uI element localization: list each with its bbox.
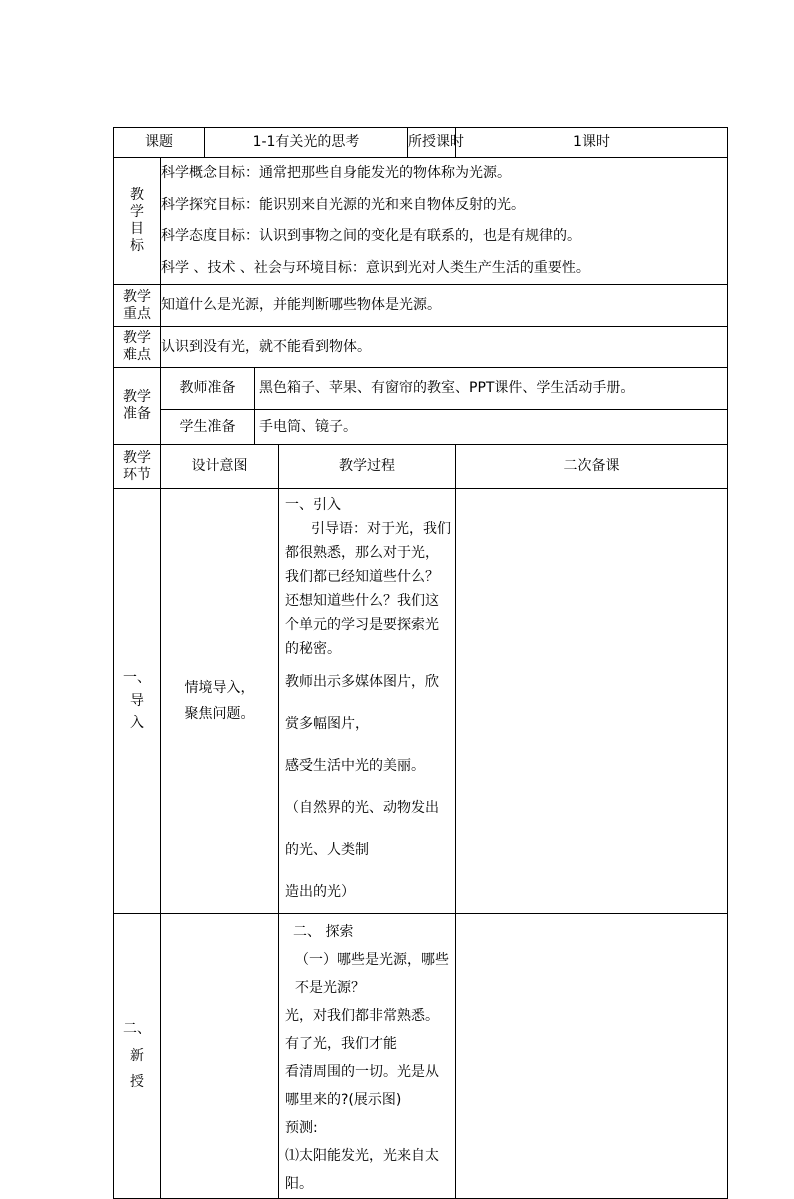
guide-text: 引导语：对于光，我们都很熟悉，那么对于光，我们都已经知道些什么？还想知道些什么？我们这个单元的学习是要探索光的秘密。 bbox=[285, 521, 451, 657]
process-line: 造出的光） bbox=[285, 884, 355, 900]
objective-line: 科学探究目标：能识别来自光源的光和来自物体反射的光。 bbox=[161, 196, 525, 213]
design-intent-intro: 情境导入， 聚焦问题。 bbox=[161, 489, 279, 914]
objectives-content bbox=[161, 158, 728, 285]
process-line: 预测: bbox=[285, 1120, 318, 1136]
stage-label-intro: 一、 导 入 bbox=[114, 489, 161, 914]
second-prep-intro bbox=[456, 489, 728, 914]
process-line: 教师出示多媒体图片，欣赏多幅图片， bbox=[285, 674, 439, 732]
process-question: （一）哪些是光源，哪些不是光源？ bbox=[295, 952, 449, 996]
process-line: 光，对我们都非常熟悉。有了光，我们才能 bbox=[285, 1008, 439, 1052]
key-point-label: 教学 重点 bbox=[114, 285, 161, 327]
hours-value: 1课时 bbox=[456, 128, 728, 158]
student-prep-label: 学生准备 bbox=[161, 410, 255, 445]
objectives-row bbox=[114, 158, 728, 285]
process-line: 感受生活中光的美丽。 bbox=[285, 758, 425, 774]
difficulty-label: 教学 难点 bbox=[114, 327, 161, 368]
process-new bbox=[279, 914, 456, 1199]
stage-column-header: 教学 环节 bbox=[114, 445, 161, 489]
second-prep-new bbox=[456, 914, 728, 1199]
process-intro bbox=[279, 489, 456, 914]
topic-value: 1-1有关光的思考 bbox=[205, 128, 408, 158]
teacher-prep-label: 教师准备 bbox=[161, 368, 255, 410]
process-heading: 一、引入 bbox=[285, 497, 341, 513]
key-point-row bbox=[114, 285, 728, 327]
lesson-plan-table bbox=[113, 127, 728, 1199]
process-line: （自然界的光、动物发出的光、人类制 bbox=[285, 800, 439, 858]
difficulty-text: 认识到没有光，就不能看到物体。 bbox=[161, 327, 728, 368]
stage-label-new: 二、 新 授 bbox=[114, 914, 161, 1199]
student-prep-row bbox=[114, 410, 728, 445]
objective-line: 科学 、技术 、社会与环境目标：意识到光对人类生产生活的重要性。 bbox=[161, 259, 590, 276]
second-prep-column-header: 二次备课 bbox=[456, 445, 728, 489]
design-intent-new bbox=[161, 914, 279, 1199]
teacher-prep-row bbox=[114, 368, 728, 410]
hours-label: 所授课时 bbox=[408, 128, 456, 158]
student-prep-value: 手电筒、镜子。 bbox=[255, 410, 728, 445]
stage-row-new bbox=[114, 914, 728, 1199]
process-column-header: 教学过程 bbox=[279, 445, 456, 489]
header-row bbox=[114, 128, 728, 158]
key-point-text: 知道什么是光源，并能判断哪些物体是光源。 bbox=[161, 285, 728, 327]
objective-line: 科学概念目标：通常把那些自身能发光的物体称为光源。 bbox=[161, 165, 511, 181]
process-line: ⑴太阳能发光，光来自太阳。 bbox=[285, 1148, 439, 1192]
objective-line: 科学态度目标：认识到事物之间的变化是有联系的，也是有规律的。 bbox=[161, 228, 581, 244]
column-header-row bbox=[114, 445, 728, 489]
stage-row-intro bbox=[114, 489, 728, 914]
design-column-header: 设计意图 bbox=[161, 445, 279, 489]
difficulty-row bbox=[114, 327, 728, 368]
preparation-label: 教学 准备 bbox=[114, 368, 161, 445]
teacher-prep-value: 黑色箱子、苹果、有窗帘的教室、PPT课件、学生活动手册。 bbox=[255, 368, 728, 410]
process-line: 看清周围的一切。光是从哪里来的?(展示图) bbox=[285, 1064, 439, 1108]
process-heading: 二、 探索 bbox=[293, 924, 354, 940]
objectives-label: 教 学 目 标 bbox=[114, 158, 161, 285]
topic-label: 课题 bbox=[114, 128, 205, 158]
